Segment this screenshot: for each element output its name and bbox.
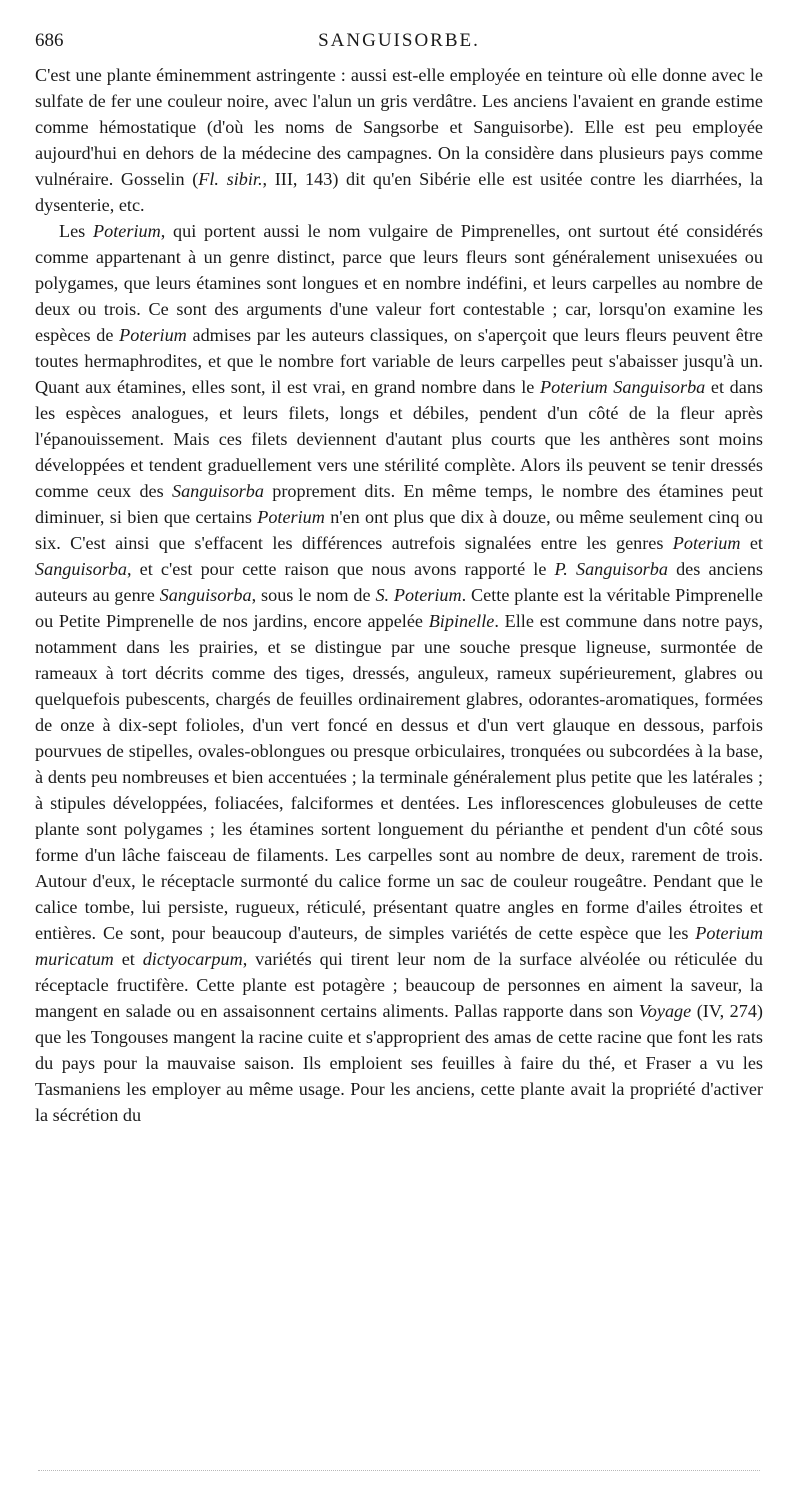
text-run: proprement dits. En même temps, le nombre des étamines peut diminuer, si bien que certains bbox=[35, 481, 763, 527]
italic-text: Poterium Sanguisorba bbox=[539, 377, 706, 397]
italic-text: Fl. sibir. bbox=[198, 169, 263, 189]
italic-text: dictyocarpum bbox=[142, 949, 243, 969]
italic-text: Poterium muricatum bbox=[35, 923, 763, 969]
text-run: (IV, 274) que les Tongouses mangent la racine cuite et s'approprient des amas de cette racine que font les rats du pays pour la mauvaise saison. Ils emploient ses feuilles à faire du thé, et Fraser a vu les Tasmaniens les employer au même usage. Pour les anciens, cette plante avait la propriété d'activer la sécrétion du bbox=[35, 1001, 763, 1125]
italic-text: Poterium bbox=[672, 533, 741, 553]
footer-rule bbox=[38, 1470, 760, 1471]
text-run: , qui portent aussi le nom vulgaire de Pimprenelles, ont surtout été considérés comme appartenant à un genre distinct, parce que leurs fleurs sont généralement unisexuées ou polygames, que leurs étamines sont longues et en nombre indéfini, et leurs carpelles au nombre de deux ou trois. Ce sont des arguments d'une valeur fort contestable ; car, lorsqu'on examine les espèces de bbox=[35, 221, 763, 345]
italic-text: Sanguisorba bbox=[35, 559, 127, 579]
text-run: Les bbox=[59, 221, 94, 241]
italic-text: Sanguisorba bbox=[159, 585, 252, 605]
italic-text: Poterium bbox=[119, 325, 187, 345]
text-run: des anciens auteurs au genre bbox=[35, 559, 763, 605]
text-run: et dans les espèces analogues, et leurs filets, longs et débiles, pendent d'un côté de la fleur après l'épanouissement. Mais ces filets deviennent d'autant plus courts que les anthères sont moins développées et tendent graduellement vers une stérilité complète. Alors ils peuvent se tenir dressés comme ceux des bbox=[35, 377, 763, 501]
text-run: , III, 143) dit qu'en Sibérie elle est usitée contre les diarrhées, la dysenterie, etc. bbox=[35, 169, 763, 215]
text-run: , sous le nom de bbox=[251, 585, 376, 605]
italic-text: Voyage bbox=[638, 1001, 692, 1021]
text-run: , variétés qui tirent leur nom de la surface alvéolée ou réticulée du réceptacle fructifère. Cette plante est potagère ; beaucoup de personnes en aiment la saveur, la mangent en salade ou en assaisonnent certains aliments. Pallas rapporte dans son bbox=[35, 949, 763, 1021]
page-header bbox=[35, 28, 763, 54]
italic-text: Poterium bbox=[257, 507, 325, 527]
text-run: et bbox=[740, 533, 763, 553]
italic-text: P. Sanguisorba bbox=[554, 559, 668, 579]
running-title: SANGUISORBE. bbox=[318, 30, 480, 51]
text-run: . Cette plante est la véritable Pimprenelle ou Petite Pimprenelle de nos jardins, encore appelée bbox=[35, 585, 763, 631]
text-run: , et c'est pour cette raison que nous avons rapporté le bbox=[126, 559, 555, 579]
paragraph-1 bbox=[35, 62, 763, 218]
italic-text: Poterium bbox=[93, 221, 161, 241]
text-run: n'en ont plus que dix à douze, ou même seulement cinq ou six. C'est ainsi que s'effacent les différences autrefois signalées entre les genres bbox=[35, 507, 763, 553]
body-text bbox=[35, 62, 763, 1128]
italic-text: S. Poterium bbox=[375, 585, 462, 605]
italic-text: Sanguisorba bbox=[171, 481, 264, 501]
text-run: C'est une plante éminemment astringente : aussi est-elle employée en teinture où elle donne avec le sulfate de fer une couleur noire, avec l'alun un gris verdâtre. Les anciens l'avaient en grande estime comme hémostatique (d'où les noms de Sangsorbe et Sanguisorbe). Elle est peu employée aujourd'hui en dehors de la médecine des campagnes. On la considère dans plusieurs pays comme vulnéraire. Gosselin ( bbox=[35, 65, 763, 189]
paragraph-2 bbox=[35, 218, 763, 1128]
italic-text: Bipinelle bbox=[428, 611, 495, 631]
page-number: 686 bbox=[35, 30, 64, 51]
text-run: et bbox=[113, 949, 143, 969]
text-run: admises par les auteurs classiques, on s'aperçoit que leurs fleurs peuvent être toutes hermaphrodites, et que le nombre fort variable de leurs carpelles peut s'abaisser jusqu'à un. Quant aux étamines, elles sont, il est vrai, en grand nombre dans le bbox=[35, 325, 763, 397]
text-run: . Elle est commune dans notre pays, notamment dans les prairies, et se distingue par une souche presque ligneuse, surmontée de rameaux à tort décrits comme des tiges, dressés, anguleux, rameux supérieurement, glabres ou quelquefois pubescents, chargés de feuilles ordinairement glabres, odorantes-aromatiques, formées de onze à dix-sept folioles, d'un vert foncé en dessus et d'un vert glauque en dessous, parfois pourvues de stipelles, ovales-oblongues ou presque orbiculaires, tronquées ou subcordées à la base, à dents peu nombreuses et bien accentuées ; la terminale généralement plus petite que les latérales ; à stipules développées, foliacées, falciformes et dentées. Les inflorescences globuleuses de cette plante sont polygames ; les étamines sortent longuement du périanthe et pendent d'un côté sous forme d'un lâche faisceau de filaments. Les carpelles sont au nombre de deux, rarement de trois. Autour d'eux, le réceptacle surmonté du calice forme un sac de couleur rougeâtre. Pendant que le calice tombe, lui persiste, rugueux, réticulé, présentant quatre angles en forme d'ailes étroites et entières. Ce sont, pour beaucoup d'auteurs, de simples variétés de cette espèce que les bbox=[35, 611, 763, 943]
